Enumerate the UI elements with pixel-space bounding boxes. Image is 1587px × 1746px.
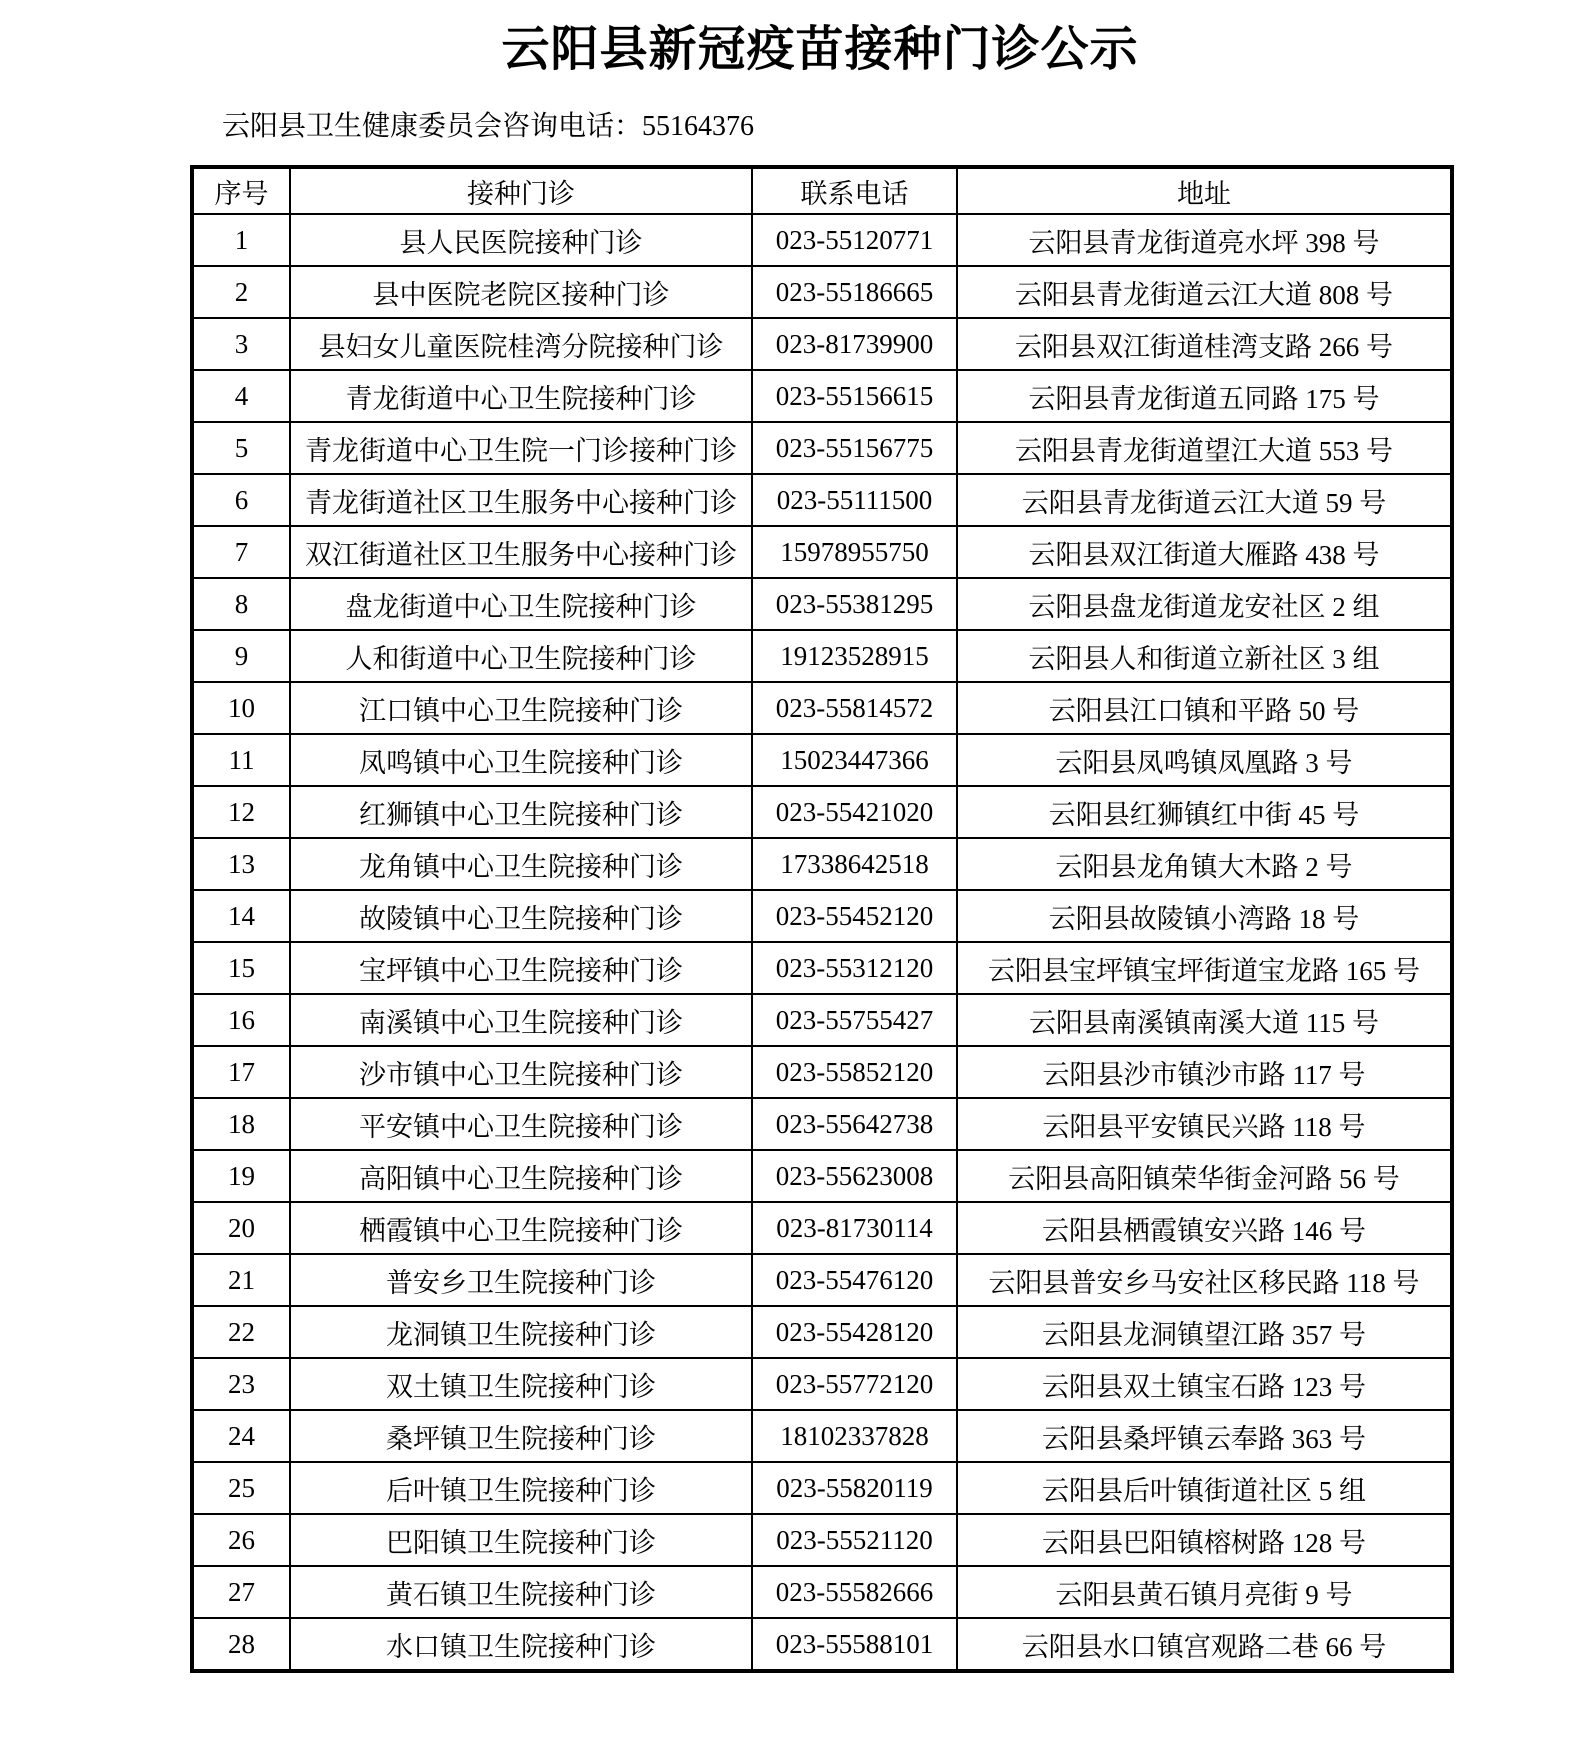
clinic-table [190,165,1454,1673]
phone-cell: 18102337828 [752,1410,957,1462]
address-cell: 云阳县盘龙街道龙安社区 2 组 [957,578,1452,630]
address-cell: 云阳县高阳镇荣华街金河路 56 号 [957,1150,1452,1202]
table-header-row [192,167,1452,214]
clinic-name-cell: 青龙街道中心卫生院接种门诊 [290,370,752,422]
clinic-name-cell: 双江街道社区卫生服务中心接种门诊 [290,526,752,578]
phone-cell: 023-55156775 [752,422,957,474]
phone-cell: 15023447366 [752,734,957,786]
clinic-name-cell: 桑坪镇卫生院接种门诊 [290,1410,752,1462]
column-header-phone: 联系电话 [752,167,957,214]
clinic-name-cell: 青龙街道社区卫生服务中心接种门诊 [290,474,752,526]
row-number-cell: 19 [192,1150,290,1202]
row-number-cell: 3 [192,318,290,370]
address-cell: 云阳县江口镇和平路 50 号 [957,682,1452,734]
phone-cell: 023-55852120 [752,1046,957,1098]
address-cell: 云阳县双土镇宝石路 123 号 [957,1358,1452,1410]
phone-cell: 023-55521120 [752,1514,957,1566]
clinic-name-cell: 黄石镇卫生院接种门诊 [290,1566,752,1618]
address-cell: 云阳县栖霞镇安兴路 146 号 [957,1202,1452,1254]
row-number-cell: 8 [192,578,290,630]
address-cell: 云阳县人和街道立新社区 3 组 [957,630,1452,682]
column-header-clinic: 接种门诊 [290,167,752,214]
phone-cell: 023-55312120 [752,942,957,994]
row-number-cell: 12 [192,786,290,838]
address-cell: 云阳县后叶镇街道社区 5 组 [957,1462,1452,1514]
clinic-name-cell: 江口镇中心卫生院接种门诊 [290,682,752,734]
clinic-name-cell: 南溪镇中心卫生院接种门诊 [290,994,752,1046]
table-row [192,1514,1452,1566]
phone-cell: 023-55820119 [752,1462,957,1514]
phone-cell: 023-55120771 [752,214,957,266]
phone-cell: 023-55476120 [752,1254,957,1306]
row-number-cell: 22 [192,1306,290,1358]
table-row [192,786,1452,838]
clinic-name-cell: 宝坪镇中心卫生院接种门诊 [290,942,752,994]
clinic-name-cell: 后叶镇卫生院接种门诊 [290,1462,752,1514]
table-row [192,838,1452,890]
table-row [192,994,1452,1046]
phone-cell: 023-55186665 [752,266,957,318]
phone-cell: 023-55421020 [752,786,957,838]
row-number-cell: 20 [192,1202,290,1254]
table-row [192,1358,1452,1410]
clinic-name-cell: 普安乡卫生院接种门诊 [290,1254,752,1306]
row-number-cell: 11 [192,734,290,786]
table-header [192,167,1452,214]
table-row [192,682,1452,734]
row-number-cell: 4 [192,370,290,422]
table-row [192,1254,1452,1306]
row-number-cell: 23 [192,1358,290,1410]
phone-cell: 19123528915 [752,630,957,682]
table-row [192,526,1452,578]
table-row [192,942,1452,994]
clinic-name-cell: 巴阳镇卫生院接种门诊 [290,1514,752,1566]
clinic-name-cell: 故陵镇中心卫生院接种门诊 [290,890,752,942]
phone-cell: 023-55772120 [752,1358,957,1410]
address-cell: 云阳县桑坪镇云奉路 363 号 [957,1410,1452,1462]
address-cell: 云阳县龙洞镇望江路 357 号 [957,1306,1452,1358]
address-cell: 云阳县故陵镇小湾路 18 号 [957,890,1452,942]
clinic-name-cell: 青龙街道中心卫生院一门诊接种门诊 [290,422,752,474]
table-row [192,474,1452,526]
clinic-name-cell: 县妇女儿童医院桂湾分院接种门诊 [290,318,752,370]
table-row [192,1462,1452,1514]
phone-cell: 023-55582666 [752,1566,957,1618]
row-number-cell: 28 [192,1618,290,1671]
clinic-name-cell: 盘龙街道中心卫生院接种门诊 [290,578,752,630]
clinic-name-cell: 双土镇卫生院接种门诊 [290,1358,752,1410]
clinic-name-cell: 龙角镇中心卫生院接种门诊 [290,838,752,890]
clinic-name-cell: 红狮镇中心卫生院接种门诊 [290,786,752,838]
row-number-cell: 9 [192,630,290,682]
row-number-cell: 27 [192,1566,290,1618]
table-row [192,266,1452,318]
phone-cell: 023-81739900 [752,318,957,370]
column-header-address: 地址 [957,167,1452,214]
table-row [192,890,1452,942]
row-number-cell: 2 [192,266,290,318]
clinic-name-cell: 龙洞镇卫生院接种门诊 [290,1306,752,1358]
address-cell: 云阳县平安镇民兴路 118 号 [957,1098,1452,1150]
row-number-cell: 17 [192,1046,290,1098]
phone-cell: 15978955750 [752,526,957,578]
table-row [192,1202,1452,1254]
document-content [190,18,1450,1673]
address-cell: 云阳县双江街道大雁路 438 号 [957,526,1452,578]
table-row [192,214,1452,266]
page-title: 云阳县新冠疫苗接种门诊公示 [501,23,1139,76]
address-cell: 云阳县龙角镇大木路 2 号 [957,838,1452,890]
phone-cell: 023-55755427 [752,994,957,1046]
table-row [192,1410,1452,1462]
row-number-cell: 1 [192,214,290,266]
phone-cell: 023-55156615 [752,370,957,422]
phone-cell: 023-81730114 [752,1202,957,1254]
clinic-name-cell: 县中医院老院区接种门诊 [290,266,752,318]
clinic-name-cell: 栖霞镇中心卫生院接种门诊 [290,1202,752,1254]
address-cell: 云阳县巴阳镇榕树路 128 号 [957,1514,1452,1566]
address-cell: 云阳县青龙街道五同路 175 号 [957,370,1452,422]
clinic-name-cell: 沙市镇中心卫生院接种门诊 [290,1046,752,1098]
phone-cell: 023-55642738 [752,1098,957,1150]
phone-cell: 023-55381295 [752,578,957,630]
address-cell: 云阳县青龙街道云江大道 808 号 [957,266,1452,318]
row-number-cell: 13 [192,838,290,890]
phone-cell: 023-55111500 [752,474,957,526]
table-row [192,1046,1452,1098]
address-cell: 云阳县宝坪镇宝坪街道宝龙路 165 号 [957,942,1452,994]
address-cell: 云阳县黄石镇月亮街 9 号 [957,1566,1452,1618]
clinic-name-cell: 平安镇中心卫生院接种门诊 [290,1098,752,1150]
phone-cell: 023-55452120 [752,890,957,942]
row-number-cell: 25 [192,1462,290,1514]
table-row [192,630,1452,682]
row-number-cell: 6 [192,474,290,526]
row-number-cell: 24 [192,1410,290,1462]
table-row [192,1098,1452,1150]
row-number-cell: 10 [192,682,290,734]
phone-cell: 023-55588101 [752,1618,957,1671]
table-body [192,214,1452,1671]
clinic-name-cell: 水口镇卫生院接种门诊 [290,1618,752,1671]
table-row [192,1566,1452,1618]
phone-cell: 023-55623008 [752,1150,957,1202]
row-number-cell: 16 [192,994,290,1046]
address-cell: 云阳县沙市镇沙市路 117 号 [957,1046,1452,1098]
phone-cell: 023-55428120 [752,1306,957,1358]
address-cell: 云阳县青龙街道云江大道 59 号 [957,474,1452,526]
row-number-cell: 14 [192,890,290,942]
address-cell: 云阳县双江街道桂湾支路 266 号 [957,318,1452,370]
address-cell: 云阳县青龙街道亮水坪 398 号 [957,214,1452,266]
address-cell: 云阳县红狮镇红中街 45 号 [957,786,1452,838]
address-cell: 云阳县水口镇宫观路二巷 66 号 [957,1618,1452,1671]
row-number-cell: 26 [192,1514,290,1566]
address-cell: 云阳县南溪镇南溪大道 115 号 [957,994,1452,1046]
table-row [192,1150,1452,1202]
phone-cell: 17338642518 [752,838,957,890]
row-number-cell: 15 [192,942,290,994]
row-number-cell: 18 [192,1098,290,1150]
table-row [192,734,1452,786]
table-row [192,318,1452,370]
table-row [192,1306,1452,1358]
row-number-cell: 21 [192,1254,290,1306]
row-number-cell: 7 [192,526,290,578]
table-row [192,370,1452,422]
column-header-index: 序号 [192,167,290,214]
address-cell: 云阳县凤鸣镇凤凰路 3 号 [957,734,1452,786]
table-row [192,1618,1452,1671]
phone-cell: 023-55814572 [752,682,957,734]
row-number-cell: 5 [192,422,290,474]
clinic-name-cell: 高阳镇中心卫生院接种门诊 [290,1150,752,1202]
contact-phone-line: 云阳县卫生健康委员会咨询电话：55164376 [222,110,755,142]
clinic-name-cell: 凤鸣镇中心卫生院接种门诊 [290,734,752,786]
clinic-name-cell: 县人民医院接种门诊 [290,214,752,266]
table-row [192,578,1452,630]
address-cell: 云阳县青龙街道望江大道 553 号 [957,422,1452,474]
clinic-name-cell: 人和街道中心卫生院接种门诊 [290,630,752,682]
table-row [192,422,1452,474]
address-cell: 云阳县普安乡马安社区移民路 118 号 [957,1254,1452,1306]
